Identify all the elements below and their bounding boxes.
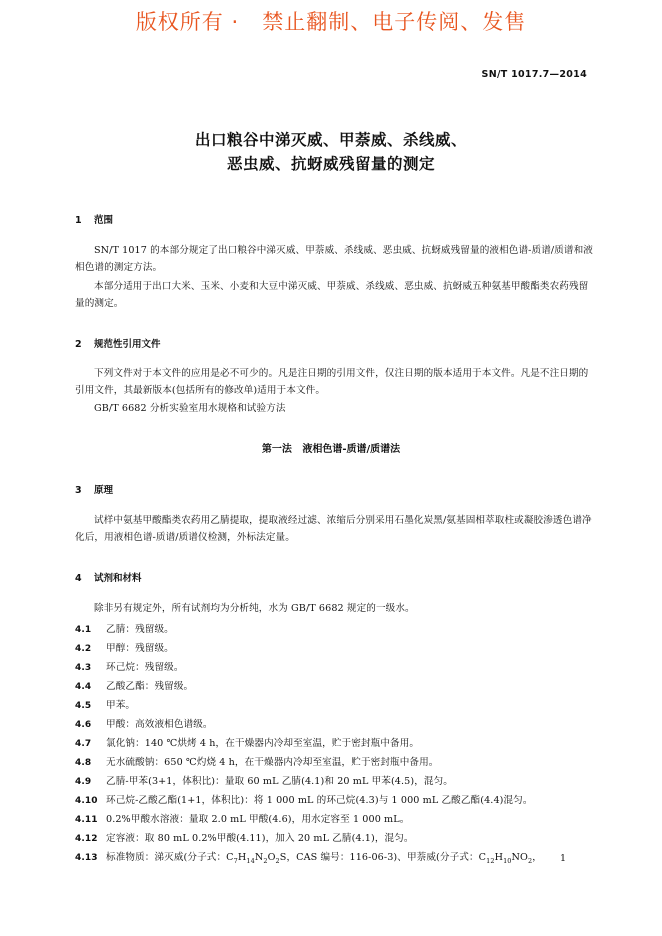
item-text: 氯化钠：140 ℃烘烤 4 h，在干燥器内冷却至室温，贮于密封瓶中备用。 (106, 738, 420, 749)
reagent-item (75, 773, 453, 787)
item-text: 无水硫酸钠：650 ℃灼烧 4 h，在干燥器内冷却至室温，贮于密封瓶中备用。 (106, 757, 439, 768)
reagent-item (75, 830, 414, 844)
item-number: 4.12 (75, 834, 98, 844)
item-number: 4.9 (75, 777, 92, 787)
item-text: 乙腈-甲苯(3+1，体积比)：量取 60 mL 乙腈(4.1)和 20 mL 甲苯(4.5)，混匀。 (106, 776, 453, 787)
reagent-item (75, 754, 439, 768)
copyright-banner: 版权所有 · 禁止翻制、电子传阅、发售 (135, 10, 527, 34)
reagent-item (75, 640, 174, 654)
item-number: 4.13 (75, 853, 98, 863)
section-heading-references (75, 336, 161, 350)
item-text: 甲酸：高效液相色谱级。 (106, 719, 213, 730)
item-text: 0.2%甲酸水溶液：量取 2.0 mL 甲酸(4.6)，用水定容至 1 000 mL。 (106, 814, 410, 825)
section-heading-reagents (75, 570, 142, 584)
page-number: 1 (559, 853, 566, 864)
item-text: 定容液：取 80 mL 0.2%甲酸(4.11)，加入 20 mL 乙腈(4.1)，混匀。 (106, 833, 414, 844)
section-title: 原理 (94, 485, 114, 496)
method-heading: 第一法 液相色谱-质谱/质谱法 (261, 444, 401, 455)
reagent-item (75, 811, 409, 825)
item-number: 4.1 (75, 625, 92, 635)
item-number: 4.11 (75, 815, 98, 825)
item-text: 甲醇：残留级。 (106, 643, 174, 654)
paragraph-principle: 试样中氨基甲酸酯类农药用乙腈提取，提取液经过滤、浓缩后分别采用石墨化炭黑/氨基固相萃取柱或凝胶渗透色谱净化后，用液相色谱-质谱/质谱仪检测，外标法定量。 (75, 515, 592, 543)
item-number: 4.10 (75, 796, 98, 806)
section-title: 规范性引用文件 (94, 339, 161, 350)
item-text: 环己烷：残留级。 (106, 662, 184, 673)
section-number: 2 (75, 339, 82, 350)
item-text: 环己烷-乙酸乙酯(1+1，体积比)：将 1 000 mL 的环己烷(4.3)与 1 000 mL 乙酸乙酯(4.4)混匀。 (106, 795, 533, 806)
reagent-item (75, 716, 213, 730)
section-number: 4 (75, 573, 82, 584)
paragraph-reagents-intro: 除非另有规定外，所有试剂均为分析纯，水为 GB/T 6682 规定的一级水。 (94, 603, 415, 614)
reagent-item (75, 735, 419, 749)
item-number: 4.8 (75, 758, 92, 768)
item-text: 乙腈：残留级。 (106, 624, 174, 635)
item-text: 标准物质：涕灭威(分子式：$C_7H_{14}N_2O_2S$，CAS 编号：116-06-3)、甲萘威(分子式：$C_{12}H_{10}NO_2$， (106, 852, 542, 865)
item-text: 乙酸乙酯：残留级。 (106, 681, 194, 692)
paragraph-scope-2: 本部分适用于出口大米、玉米、小麦和大豆中涕灭威、甲萘威、杀线威、恶虫威、抗蚜威五种氨基甲酸酯类农药残留量的测定。 (75, 281, 589, 309)
section-heading-principle (75, 482, 113, 496)
reagent-item (75, 678, 193, 692)
section-heading-scope (75, 212, 113, 226)
paragraph-references-2: GB/T 6682 分析实验室用水规格和试验方法 (94, 403, 286, 414)
reagent-item (75, 697, 135, 711)
item-number: 4.2 (75, 644, 92, 654)
item-number: 4.6 (75, 720, 92, 730)
item-number: 4.4 (75, 682, 92, 692)
paragraph-scope-1: SN/T 1017 的本部分规定了出口粮谷中涕灭威、甲萘威、杀线威、恶虫威、抗蚜威残留量的液相色谱-质谱/质谱和液相色谱的测定方法。 (75, 245, 594, 273)
reagent-item (75, 792, 533, 806)
item-text: 甲苯。 (106, 700, 136, 711)
paragraph-references-1: 下列文件对于本文件的应用是必不可少的。凡是注日期的引用文件，仅注日期的版本适用于本文件。凡是不注日期的引用文件，其最新版本(包括所有的修改单)适用于本文件。 (75, 368, 589, 396)
reagent-item (75, 621, 174, 635)
item-number: 4.3 (75, 663, 92, 673)
section-number: 3 (75, 485, 82, 496)
section-title: 试剂和材料 (94, 573, 142, 584)
document-title-line-1: 出口粮谷中涕灭威、甲萘威、杀线威、 (194, 131, 467, 149)
item-number: 4.5 (75, 701, 92, 711)
document-title-line-2: 恶虫威、抗蚜威残留量的测定 (226, 155, 435, 173)
reagent-item (75, 659, 184, 673)
standard-code: SN/T 1017.7—2014 (481, 69, 587, 80)
section-number: 1 (75, 215, 82, 226)
item-number: 4.7 (75, 739, 92, 749)
section-title: 范围 (94, 215, 114, 226)
reagent-item-standards (75, 849, 542, 865)
